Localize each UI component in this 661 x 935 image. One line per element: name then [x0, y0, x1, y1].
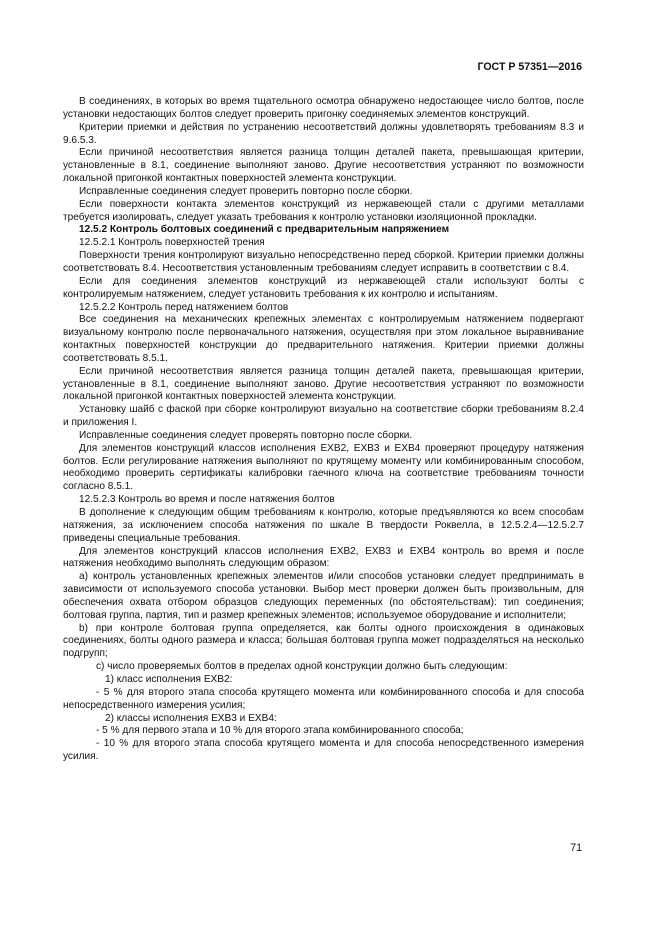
document-id: ГОСТ Р 57351—2016: [477, 61, 582, 73]
section-heading: 12.5.2 Контроль болтовых соединений с предварительным напряжением: [79, 224, 450, 236]
page-number: 71: [570, 842, 582, 854]
paragraph: Исправленные соединения следует проверить повторно после сборки.: [79, 185, 413, 197]
subsection-heading: 12.5.2.2 Контроль перед натяжением болтов: [79, 301, 289, 313]
paragraph: Для элементов конструкций классов исполнения EXB2, EXB3 и EXB4 проверяют процедуру натяжения болтов. Если регулирование натяжения выполняют по крутящему моменту или комбинированным способом, необходимо проверить сертификаты калибровки гаечного ключа на соответствие требованиям точности согласно 8.5.1.: [63, 442, 584, 493]
list-item: - 10 % для второго этапа способа крутящего момента и для способа непосредственного измерения усилия.: [63, 738, 584, 763]
paragraph: Поверхности трения контролируют визуально непосредственно перед сборкой. Критерии приемки должны соответствовать 8.4. Несоответствия установленным требованиям следует исправить в соответствии с 8.4.: [63, 250, 584, 274]
list-item: b) при контроле болтовая группа определяется, как болты одного происхождения в одинаковых соединениях, болты одного размера и класса; большая болтовая группа может подразделяться на несколько подгрупп;: [63, 622, 584, 660]
paragraph: В дополнение к следующим общим требованиям к контролю, которые предъявляются ко всем способам натяжения, за исключением способа натяжения по шкале B твердости Роквелла, в 12.5.2.4—12.5.2.7 приведены специальные требования.: [63, 507, 584, 544]
paragraph: Для элементов конструкций классов исполнения EXB2, EXB3 и EXB4 контроль во время и после натяжения необходимо выполнять следующим образом:: [63, 545, 584, 570]
paragraph: Все соединения на механических крепежных элементах с контролируемым натяжением подвергают визуальному контролю после первоначального натяжения, осуществляя при этом локальное выравнивание контактных поверхностей конструкции до предварительного натяжения. Критерии приемки должны соответствовать 8.5.1.: [63, 314, 584, 364]
list-item: a) контроль установленных крепежных элементов и/или способов установки следует предпринимать в зависимости от используемого способа установки. Выбор мест проверки должен быть произвольным, для обеспечения охвата отбором образцов следующих переменных (по обстоятельствам): тип соединения; болтовая группа, партия, тип и размер крепежных элементов; используемое оборудование и исполнители;: [63, 571, 584, 621]
page-body: [63, 96, 584, 764]
subsection-heading: 12.5.2.1 Контроль поверхностей трения: [79, 237, 265, 249]
list-item: - 5 % для первого этапа и 10 % для второго этапа комбинированного способа;: [96, 725, 464, 737]
list-item: - 5 % для второго этапа способа крутящего момента или комбинированного способа и для способа непосредственного измерения усилия;: [63, 686, 584, 711]
subsection-heading: 12.5.2.3 Контроль во время и после натяжения болтов: [79, 494, 335, 506]
paragraph: Критерии приемки и действия по устранению несоответствий должны удовлетворять требованиям 8.3 и 9.6.5.3.: [63, 121, 584, 146]
list-item: 2) классы исполнения EXB3 и EXB4:: [105, 712, 277, 724]
paragraph: В соединениях, в которых во время тщательного осмотра обнаружено недостающее число болтов, после установки недостающих болтов следует проверить пригонку соединяемых элементов конструкций.: [63, 96, 584, 120]
paragraph: Если причиной несоответствия является разница толщин деталей пакета, превышающая критерии, установленные в 8.1, соединение выполняют заново. Другие несоответствия устраняют по возможности локальной пригонкой контактных поверхностей элемента конструкции.: [63, 147, 584, 185]
list-item: c) число проверяемых болтов в пределах одной конструкции должно быть следующим:: [96, 661, 508, 673]
paragraph: Исправленные соединения следует проверять повторно после сборки.: [79, 429, 413, 441]
paragraph: Если причиной несоответствия является разница толщин деталей пакета, превышающая критерии, установленные в 8.1, соединение выполняют заново. Другие несоответствия устраняют по возможности локальной пригонкой контактных поверхностей элемента конструкции.: [63, 365, 584, 403]
paragraph: Если поверхности контакта элементов конструкций из нержавеющей стали с другими металлами требуется изолировать, следует указать требования к контролю установки изоляционной прокладки.: [63, 198, 584, 223]
list-item: 1) класс исполнения EXB2:: [105, 673, 233, 685]
paragraph: Установку шайб с фаской при сборке контролируют визуально на соответствие сборки требованиям 8.2.4 и приложения I.: [63, 404, 584, 429]
paragraph: Если для соединения элементов конструкций из нержавеющей стали используют болты с контролируемым натяжением, следует установить требования к их контролю и испытаниям.: [63, 275, 584, 300]
